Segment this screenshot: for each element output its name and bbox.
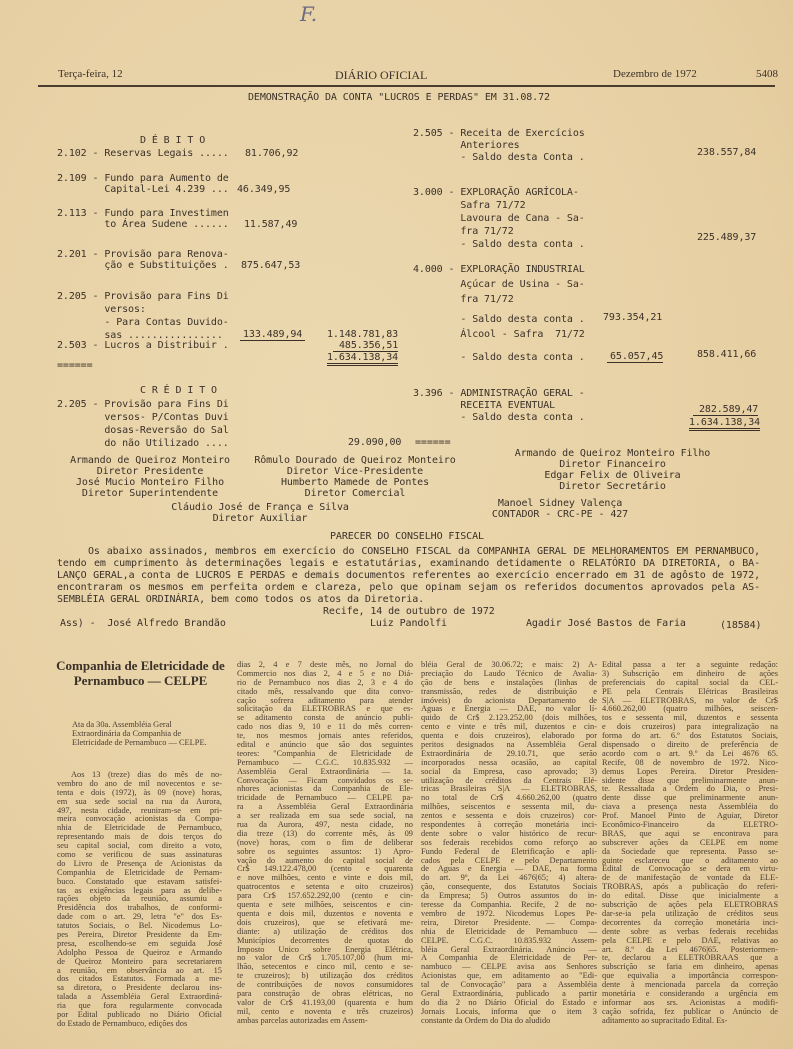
credit-total: 1.634.138,34 [689, 417, 760, 431]
article-line: Assembléia Geral Extraordinária — 1a. [237, 767, 413, 776]
signer-name: Armando de Queiroz Monteiro [70, 455, 230, 466]
article-line: solicitação da ELETROBRÁS e que es- [237, 705, 413, 714]
parecer-line: Os abaixo assinados, membros em exercício do CONSELHO FISCAL da COMPANHIA GERAL DE MELHORAMENTOS EM PERNAMBUCO, [88, 546, 760, 557]
article-line: citado mês, ressalvando que dita convo- [237, 687, 413, 696]
article-line: decorrentes da correção monetária inci- [602, 918, 778, 927]
alcohol-value: 65.057,45 [607, 351, 663, 363]
debit-item [57, 148, 229, 159]
debit-label: ção e Substituições . [57, 260, 229, 271]
article-line: tatutos Sociais, o Bel. Nicodemus Lo- [57, 922, 222, 931]
article-line: e dois cruzeiros) para integralização na [602, 723, 778, 732]
article-line: Águas e Energia — DAE, no valor lí- [421, 705, 597, 714]
signature-block [250, 455, 460, 499]
article-line: utilização de créditos da Centrais Elé- [421, 776, 597, 785]
article-line: lhão, setecentos e cinco mil, cento e se- [237, 963, 413, 972]
article-line: te, declarou a ELETROBRÁAS que a [602, 954, 778, 963]
handwritten-mark: F. [300, 2, 318, 26]
article-line: subscrição de ações pela ELETROBRÁS [602, 901, 778, 910]
header-weekday: Terça-feira, 12 [58, 68, 123, 80]
credit-label: Lavoura de Cana - Sa- [413, 213, 585, 224]
article-line: cento e vinte e três mil, duzentos e cin- [421, 723, 597, 732]
credit-value: 225.489,37 [697, 232, 757, 243]
article-line: Prof. Manoel Pinto de Aguiar, Diretor [602, 812, 778, 821]
parecer-line: tendo em cumprimento às determinações legais e estatutárias, examinando detidamente o RELATÓRIO DA DIRETORIA, o BA- [57, 558, 760, 569]
article-line: seu capital social, com direito a voto, [57, 842, 222, 851]
article-line: BRÁS, que aqui se encontrava para [602, 829, 778, 838]
debit-label: Capital-Lei 4.239 ... [57, 184, 229, 195]
article-line: preciação do Laudo Técnico de Avalia- [421, 669, 597, 678]
article-line: Commercio nos dias 2, 4 e 5 e no Diá- [237, 669, 413, 678]
article-line: em sua sede social na rua da Aurora, [57, 797, 222, 806]
article-line: de Queiroz Monteiro para secretariarem [57, 957, 222, 966]
article-line: sa diretora, o Presidente declarou ins- [57, 984, 222, 993]
article-line: buco. Constatado que estavam satisfei- [57, 877, 222, 886]
article-line: zentos e sessenta e dois cruzeiros) cor- [421, 812, 597, 821]
article-line: dente disse que preliminarmente anun- [602, 794, 778, 803]
article-line: dispensado o direito de preferência de [602, 741, 778, 750]
article-column [57, 771, 222, 1029]
credit-label: 2.205 - Provisão para Fins Di [57, 399, 229, 410]
parecer-title: PARECER DO CONSELHO FISCAL [330, 531, 484, 542]
article-line: quenta e sete milhões, seiscentos e cin- [237, 901, 413, 910]
article-line: do dia 2 no Diário Oficial do Estado e [421, 998, 597, 1007]
article-line: cados pela CELPE e pelo Departamento [421, 856, 597, 865]
debit-value: 11.587,49 [244, 219, 298, 230]
signer-role: Diretor Comercial [304, 488, 406, 499]
article-line: dar-se-ia pela utilização de créditos seus [602, 909, 778, 918]
article-line: Jornais Locais, informa que o item 3 [421, 1007, 597, 1016]
article-line: acordo com o art. 9.º da Lei 4676 65. [602, 749, 778, 758]
article-line: constante da Ordem do Dia do aludido [421, 1016, 551, 1025]
credit-value: 858.411,66 [697, 349, 757, 360]
signature-block [160, 502, 360, 524]
article-line: te cruzeiros); b) utilização dos créditos [237, 972, 413, 981]
article-line: ção, consequente, dos Estatutos Sociais [421, 883, 597, 892]
sugar-value: 793.354,21 [603, 312, 663, 323]
signer-role: Diretor Secretário [559, 481, 666, 492]
article-line: reira, Diretor Presidente. — Compa- [421, 918, 597, 927]
article-line: Aos 13 (treze) dias do mês de no- [71, 771, 222, 779]
article-line: para construção de obras elétricas, no [237, 989, 413, 998]
statement-title: DEMONSTRAÇÃO DA CONTA "LUCROS E PERDAS" EM 31.08.72 [248, 92, 550, 103]
signature-block [60, 455, 240, 499]
article-line: Imposto Único sobre Energia Elétrica, [237, 945, 413, 954]
article-line: incorporados nessa ocasião, ao capital [421, 758, 597, 767]
signer-name: Rômulo Dourado de Queiroz Monteiro [254, 455, 456, 466]
article-line: A Companhia de Eletricidade de Per- [421, 954, 597, 963]
article-line: dia treze (13) do corrente mês, às 09 [237, 829, 413, 838]
article-line: 4.660.262,00 (quatro milhões, seiscen- [602, 705, 778, 714]
article-line: bléia Geral Extraordinária. Anúncio — [421, 945, 597, 954]
parecer-signer: Agadir José Bastos de Faria [526, 618, 686, 629]
article-line: Geral Extraordinária, publicado a partir [421, 989, 597, 998]
debit-value: 81.706,92 [245, 148, 299, 159]
article-line: tos e sessenta mil, duzentos e sessenta [602, 714, 778, 723]
article-line: quatrocentos e setenta e oito cruzeiros) [237, 883, 413, 892]
credit-label: 3.396 - ADMINISTRAÇÃO GERAL - [413, 388, 585, 399]
article-line: talada a Assembléia Geral Extraordiná- [57, 993, 222, 1002]
article-line: Presidência dos trabalhos, de conformi- [57, 904, 222, 913]
credit-label: Safra 71/72 [413, 200, 526, 211]
article-line: ambas parcelas autorizadas em Assem- [237, 1016, 368, 1025]
article-line: tricidade de Pernambuco — CELPE pa- [237, 794, 413, 803]
article-line: no valor de Cr$ 1.705.107,00 (hum mi- [237, 954, 413, 963]
credit-label: do não Utilizado .... [57, 438, 229, 449]
article-line: e nove milhões, cento e vinte e dois mil, [237, 874, 413, 883]
article-line: dois cruzeiros), que se efetivará me- [237, 918, 413, 927]
article-line: diante: a) utilização de créditos dos [237, 927, 413, 936]
article-line: tenta e dois (1972), às 09 (nove) horas, [57, 788, 222, 797]
credit-item [57, 398, 229, 450]
signer-name: Humberto Mamede de Pontes [280, 477, 429, 488]
article-line: art. 8.º da Lei 4676|65. Posteriormen- [602, 945, 778, 954]
debit-value: 875.647,53 [241, 260, 301, 271]
article-line: sobre os seguintes assuntos: 1) Apro- [237, 847, 413, 856]
article-line: de contribuições de novos consumidores [237, 981, 413, 990]
debit-item [57, 249, 229, 271]
article-line: pela CELPE e pelo DAE, relativas ao [602, 936, 778, 945]
article-line: tas as exigências legais para as delibe- [57, 886, 222, 895]
signer-role: Diretor Presidente [96, 466, 204, 477]
article-line: social da Empresa, caso aprovado; 3) [421, 767, 597, 776]
article-line: ria que fora regularmente convocada [57, 1002, 222, 1011]
article-line: nhores acionistas da Companhia de Ele- [237, 785, 413, 794]
debit-value: 46.349,95 [237, 184, 291, 195]
debit-item [57, 340, 229, 351]
debit-heading: D É B I T O [140, 135, 206, 146]
article-line: por Edital publicado no Diário Oficial [57, 1011, 222, 1020]
credit-label: 4.000 - EXPLORAÇÃO INDUSTRIAL [413, 264, 585, 275]
parecer-line: SEMBLÉIA GERAL ORDINÁRIA, bem como todos os atos da Diretoria. [57, 594, 425, 605]
article-line: Econômico-Financeiro da ELETRO- [602, 821, 778, 830]
article-line: da Empresa; 5) Outros assuntos do in- [421, 892, 597, 901]
article-line: nhia de Eletricidade de Pernambuco — [421, 927, 597, 936]
article-line: meira convocação acionistas da Compa- [57, 815, 222, 824]
article-line: nhia de Eletricidade de Pernambuco, [57, 824, 222, 833]
parecer-signer: Luiz Pandolfi [370, 618, 447, 629]
credit-label: 2.505 - Receita de Exercícios [413, 128, 585, 139]
article-line: dos citados Estatutos. Formada a me- [57, 975, 222, 984]
article-line: cação sofrera aditamento para atender [237, 696, 413, 705]
debit-total: 1.634.138,34 [327, 352, 398, 366]
article-line: quido de Cr$ 2.123.252,00 (dois milhões, [421, 714, 597, 723]
signer-name: Cláudio José de França e Silva [171, 502, 349, 513]
article-line: valor de Cr$ 41.193,00 (quarenta e hum [237, 998, 413, 1007]
header-title: DIÁRIO OFICIAL [335, 68, 428, 82]
article-line: Pernambuco — C.G.C. 10.835.932 — [237, 758, 413, 767]
credit-item [413, 128, 585, 164]
debit-label: 2.109 - Fundo para Aumento de [57, 173, 229, 184]
article-line: TROBRÁS, após a publicação do referi- [602, 883, 778, 892]
article-line: de Águas e Energia — DAE, na forma [421, 865, 597, 874]
article-column [237, 661, 413, 1026]
article-line: guinte esclareceu que o aditamento ao [602, 856, 778, 865]
parecer-line: encontraram os mesmos em perfeita ordem e clareza, pelo que opinam sejam os referidos documentos aprovados pela AS- [57, 582, 760, 593]
article-line: rio de Pernambuco nos dias 2, 3 e 4 do [237, 678, 413, 687]
debit-subtotal: 1.148.781,83 [327, 329, 399, 340]
credit-item [413, 186, 585, 251]
credit-value: 282.589,47 [693, 404, 758, 416]
debit-label: sas ................ [57, 330, 223, 341]
debit-item [57, 290, 229, 342]
article-line: forma do art. 6.º dos Estatutos Sociais, [602, 732, 778, 741]
credit-label: 3.000 - EXPLORAÇÃO AGRÍCOLA- [413, 187, 579, 198]
article-line: rua da Aurora, 497, nesta cidade, no [237, 821, 413, 830]
header-rule [38, 85, 775, 87]
signer-role: Diretor Auxiliar [212, 513, 308, 524]
article-line: subscrição se faria em dinheiro, apenas [602, 963, 778, 972]
signature-block [470, 498, 650, 520]
article-line: do art. 9º, da Lei 4676|65; 4) altera- [421, 874, 597, 883]
article-line: cado nos dias 9, 10 e 11 do mês corren- [237, 723, 413, 732]
publication-ref: (18584) [720, 620, 762, 631]
article-line: teores: "Companhia de Eletricidade de [237, 749, 413, 758]
signer-name: Manoel Sidney Valença [497, 498, 623, 509]
credit-value: 238.557,84 [697, 147, 757, 158]
article-line: vembro do ano de mil novecentos e se- [57, 779, 222, 788]
article-subtitle: Ata da 30a. Assembléia Geral Extraordinária da Companhia de Eletricidade de Pernambuco — CELPE. [72, 720, 207, 747]
article-line: Edital de Convocação se dera em virtu- [602, 865, 778, 874]
credit-label: - Saldo desta conta . [413, 239, 585, 250]
article-line: Municípios decorrentes de quotas do [237, 936, 413, 945]
credit-label: RECEITA EVENTUAL [413, 400, 556, 411]
debit-value: 485.356,51 [333, 340, 398, 352]
article-line: tal de Convocação" para a Assembléia [421, 981, 597, 990]
article-column [421, 661, 597, 1026]
article-line: vação do aumento do capital social de [237, 856, 413, 865]
parecer-signer: Ass) - José Alfredo Brandão [60, 618, 226, 629]
article-line: Adolpho Pessoa de Queiroz e Armando [57, 948, 222, 957]
article-line: do Livro de Presença de Acionistas da [57, 859, 222, 868]
article-line: quenta e dois cruzeiros), elaborado por [421, 732, 597, 741]
article-line: como se verificou de suas assinaturas [57, 851, 222, 860]
credit-label: dosas-Reversão do Sal [57, 425, 229, 436]
article-line: dente sobre o valor histórico de recur- [421, 829, 597, 838]
article-line: se aditamento consta de anúncio publi- [237, 714, 413, 723]
article-line: demus Lopes Pereira. Diretor Presiden- [602, 767, 778, 776]
article-line: monetária e considerando a urgência em [602, 989, 778, 998]
article-line: PE pela Centrais Elétricas Brasileiras [602, 687, 778, 696]
signature-block [510, 448, 715, 492]
article-line: representando mais de dois terços do [57, 833, 222, 842]
article-line: edital e anúncio que são dos seguintes [237, 741, 413, 750]
article-line: sidente disse que preliminarmente anun- [602, 776, 778, 785]
credit-heading: C R É D I T O [140, 385, 217, 396]
article-line: milhões, seiscentos e sessenta mil, du- [421, 803, 597, 812]
article-line: aditamento ao supracitado Edital. Es- [602, 1016, 728, 1025]
article-line: te. Ressaltada a Ordem do Dia, o Presi- [602, 785, 778, 794]
parecer-line: LANÇO GERAL,a conta de LUCROS E PERDAS e demais documentos referentes ao exercício encerrado em 31 de agôsto de 1972, [57, 570, 760, 581]
article-line: Edital passa a ter a seguinte redação: [602, 661, 778, 669]
article-line: pes Pereira, Diretor Presidente da Em- [57, 931, 222, 940]
signer-role: Diretor Vice-Presidente [286, 466, 424, 477]
article-line: bléia Geral de 30.06.72; e mais: 2) A- [421, 661, 597, 669]
article-line: 3) Subscrição em dinheiro de ações [602, 669, 778, 678]
article-line: S|A — ELETROBRÁS, no valor de Cr$ [602, 696, 778, 705]
credit-label: - Saldo desta Conta . [413, 152, 585, 163]
credit-value: 29.090,00 [348, 437, 402, 448]
debit-label: 2.113 - Fundo para Investimen [57, 208, 229, 219]
debit-label: 2.201 - Provisão para Renova- [57, 249, 229, 260]
credit-item [413, 262, 585, 365]
article-line: peritos designados na Assembléia Geral [421, 741, 597, 750]
article-line: a ser realizada em sua sede social, na [237, 812, 413, 821]
article-line: preferenciais do capital social da CEL- [602, 678, 778, 687]
article-line: Acionistas que, em aditamento ao "Edi- [421, 972, 597, 981]
credit-label: fra 71/72 [413, 226, 514, 237]
article-line: informar aos srs. Acionistas a modifi- [602, 998, 778, 1007]
article-line: ra a Assembléia Geral Extraordinária [237, 803, 413, 812]
signer-name: José Mucio Monteiro Filho [75, 477, 224, 488]
article-line: Companhia de Eletricidade de Pernam- [57, 868, 222, 877]
credit-label: - Saldo desta conta . [413, 314, 585, 325]
article-line: ciava a presença nesta Assembléia do [602, 803, 778, 812]
signer-name: Armando de Queiroz Monteiro Filho [514, 448, 711, 459]
credit-label: - Saldo desta conta . [413, 412, 585, 423]
article-line: rações objeto da reunião, assumiu a [57, 895, 222, 904]
debit-label: 2.503 - Lucros a Distribuir . [57, 340, 229, 351]
article-line: sos federais recebidos como reforço ao [421, 838, 597, 847]
header-page-number: 5408 [756, 68, 778, 80]
article-line: CELPE. C.G.C. 10.835.932 Assem- [421, 936, 597, 945]
article-line: ção de bens e instalações (linhas de [421, 678, 597, 687]
signer-role: Diretor Superintendente [81, 488, 219, 499]
article-line: te, nos mesmos jornais antes referidos, [237, 732, 413, 741]
article-line: Convocação — Ficam convidados os se- [237, 776, 413, 785]
debit-label: to Área Sudene ...... [57, 219, 229, 230]
article-line: mil, cento e noventa e três cruzeiros) [237, 1007, 413, 1016]
article-line: no total de Cr$ 4.660.262,00 (quatro [421, 794, 597, 803]
article-line: dias 2, 4 e 7 deste mês, no Jornal do [237, 661, 413, 669]
debit-label: - Para Contas Duvido- [57, 317, 229, 328]
article-line: quenta e dois mil, duzentos e noventa e [237, 909, 413, 918]
article-line: cação sofrida, fez publicar o Anúncio de [602, 1007, 778, 1016]
article-line: Extraordinária de 29.10.71, que serão [421, 749, 597, 758]
article-line: nambuco — CELPE avisa aos Senhores [421, 963, 597, 972]
article-column [602, 661, 778, 1026]
signer-role: Diretor Financeiro [559, 459, 666, 470]
article-line: da Sociedade que representa. Passo se- [602, 847, 778, 856]
separator: ====== [57, 360, 93, 371]
article-line: imóveis) do acionista Departamento de [421, 696, 597, 705]
debit-item [57, 208, 229, 230]
article-line: 497, nesta cidade, reuniram-se em pri- [57, 806, 222, 815]
article-line: para Cr$ 157.652.292,00 (cento e cin- [237, 892, 413, 901]
article-line: (nove) horas, com o fim de deliberar [237, 838, 413, 847]
debit-value: 133.489,94 [240, 329, 305, 341]
credit-label: Açúcar de Usina - Sa- [413, 279, 585, 290]
article-line: que equivalia a importância correspon- [602, 972, 778, 981]
debit-label: versos: [57, 304, 146, 315]
debit-item [57, 173, 229, 195]
signer-name: Edgar Felix de Oliveira [544, 470, 681, 481]
credit-item [413, 388, 585, 424]
article-line: teresse da Companhia. Recife, 2 de no- [421, 901, 597, 910]
article-line: transmissão, redes de distribuição e [421, 687, 597, 696]
article-line: dente à mencionada parcela da correção [602, 981, 778, 990]
article-title: Companhia de Eletricidade de Pernambuco — CELPE [56, 658, 225, 688]
credit-label: versos- P/Contas Duvi [57, 412, 229, 423]
credit-label: fra 71/72 [413, 294, 514, 305]
article-line: vembro de 1972. Nicodemus Lopes Pe- [421, 909, 597, 918]
article-line: Fundo Federal de Eletrificação e apli- [421, 847, 597, 856]
article-line: de de manifestação de vontade da ELE- [602, 874, 778, 883]
article-line: subscrever ações da CELPE em nome [602, 838, 778, 847]
credit-label: Álcool - Safra 71/72 [413, 329, 585, 340]
debit-label: 2.102 - Reservas Legais ..... [57, 148, 229, 159]
article-line: do Estado de Pernambuco, edições dos [57, 1019, 188, 1028]
article-line: tricas Brasileiras S|A — ELETROBRÁS, [421, 785, 597, 794]
credit-label: - Saldo desta conta . [413, 352, 585, 363]
signer-role: CONTADOR - CRC-PE - 427 [491, 509, 629, 520]
article-line: Cr$ 149.122.478,00 (cento e quarenta [237, 865, 413, 874]
header-month: Dezembro de 1972 [613, 68, 697, 80]
article-line: dente sobre as verbas federais recebidas [602, 927, 778, 936]
article-line: presa, escolhendo-se em seguida José [57, 939, 222, 948]
article-line: a reunião, em observância ao art. 15 [57, 966, 222, 975]
article-line: dade com o art. 29, letra "e" dos Es- [57, 913, 222, 922]
article-line: Recife, 08 de novembro de 1972. Nico- [602, 758, 778, 767]
credit-label: Anteriores [413, 140, 520, 151]
article-line: respondentes à correção monetária inci- [421, 821, 597, 830]
separator: ====== [415, 437, 451, 448]
parecer-place-date: Recife, 14 de outubro de 1972 [323, 606, 495, 617]
debit-label: 2.205 - Provisão para Fins Di [57, 291, 229, 302]
article-line: do edital. Disse que inicialmente a [602, 892, 778, 901]
